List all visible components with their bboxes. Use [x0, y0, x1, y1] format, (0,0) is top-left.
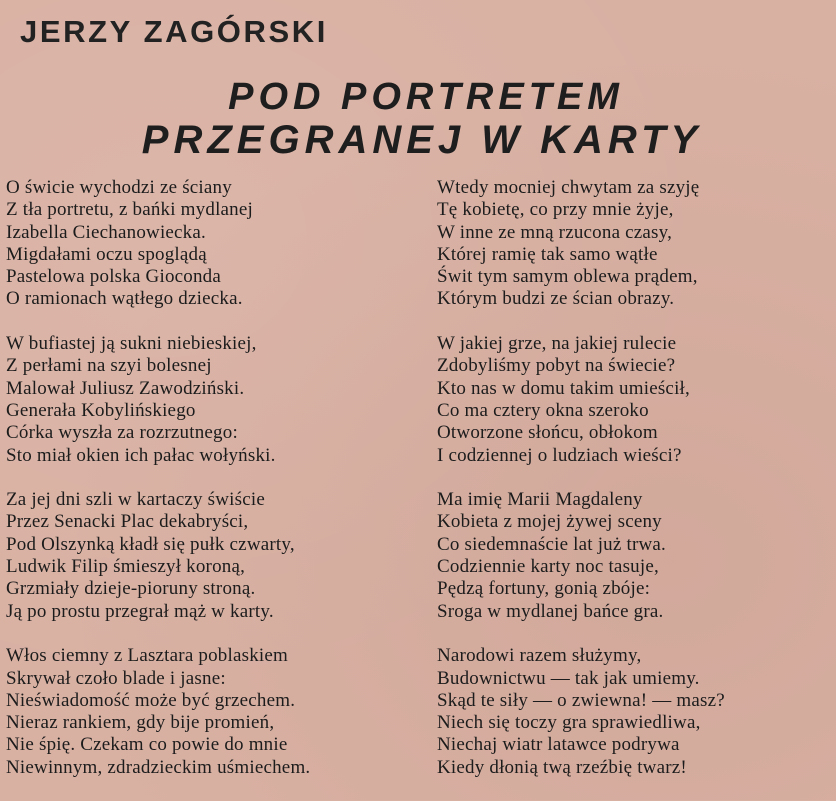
verse-line: Nie śpię. Czekam co powie do mnie — [6, 734, 288, 756]
verse-line: Wtedy mocniej chwytam za szyję — [437, 177, 700, 198]
verse-line: Sto miał okien ich pałac wołyński. — [6, 444, 276, 466]
verse-line: Świt tym samym oblewa prądem, — [437, 266, 698, 288]
stanza — [6, 645, 416, 779]
verse-line: Narodowi razem służymy, — [437, 645, 642, 667]
poem-title-line-2: PRZEGRANEJ W KARTY — [141, 118, 703, 162]
verse-line: W jakiej grze, na jakiej rulecie — [437, 333, 677, 355]
verse-line: Kto nas w domu takim umieścił, — [437, 377, 690, 399]
verse-line: O świcie wychodzi ze ściany — [6, 177, 232, 198]
verse-line: Generała Kobylińskiego — [6, 399, 196, 421]
stanza — [6, 177, 416, 311]
verse-line: Niewinnym, zdradzieckim uśmiechem. — [6, 756, 311, 778]
verse-line: Co siedemnaście lat już trwa. — [437, 533, 666, 555]
poem-column-left — [6, 177, 416, 801]
author-name: JERZY ZAGÓRSKI — [20, 14, 328, 49]
verse-line: W bufiastej ją sukni niebieskiej, — [6, 333, 257, 355]
verse-line: Pastelowa polska Gioconda — [6, 266, 222, 288]
verse-line: Z perłami na szyi bolesnej — [6, 355, 212, 377]
verse-line: Malował Juliusz Zawodziński. — [6, 377, 245, 399]
stanza — [6, 489, 416, 623]
verse-line: W inne ze mną rzucona czasy, — [437, 221, 673, 243]
poem-title-line-1: POD PORTRETEM — [228, 76, 624, 118]
verse-line: Budownictwu — tak jak umiemy. — [437, 667, 700, 689]
verse-line: Córka wyszła za rozrzutnego: — [6, 422, 238, 444]
verse-line: Izabella Ciechanowiecka. — [6, 221, 206, 243]
verse-line: Którym budzi ze ścian obrazy. — [437, 288, 675, 310]
verse-line: Codziennie karty noc tasuje, — [437, 556, 659, 578]
stanza — [437, 645, 832, 779]
verse-line: Co ma cztery okna szeroko — [437, 399, 649, 421]
verse-line: Ją po prostu przegrał mąż w karty. — [6, 600, 274, 622]
verse-line: Migdałami oczu spoglądą — [6, 243, 207, 265]
verse-line: Otworzone słońcu, obłokom — [437, 422, 658, 444]
verse-line: Sroga w mydlanej bańce gra. — [437, 600, 664, 622]
verse-line: Włos ciemny z Lasztara poblaskiem — [6, 645, 288, 667]
verse-line: Skąd te siły — o zwiewna! — masz? — [437, 689, 725, 711]
verse-line: Nieświadomość może być grzechem. — [6, 689, 296, 711]
verse-line: Niech się toczy gra sprawiedliwa, — [437, 712, 701, 734]
verse-line: Nieraz rankiem, gdy bije promień, — [6, 712, 275, 734]
verse-line: Tę kobietę, co przy mnie żyje, — [437, 199, 674, 221]
stanza — [437, 333, 832, 467]
verse-line: Pędzą fortuny, gonią zbóje: — [437, 578, 651, 600]
verse-line: Skrywał czoło blade i jasne: — [6, 667, 226, 689]
verse-line: O ramionach wątłego dziecka. — [6, 288, 243, 310]
stanza — [6, 333, 416, 467]
verse-line: Niechaj wiatr latawce podrywa — [437, 734, 680, 756]
verse-line: I codziennej o ludziach wieści? — [437, 444, 682, 466]
poem-column-right — [437, 177, 832, 801]
verse-line: Ludwik Filip śmieszył koroną, — [6, 556, 246, 578]
verse-line: Za jej dni szli w kartaczy świście — [6, 489, 265, 511]
verse-line: Zdobyliśmy pobyt na świecie? — [437, 355, 676, 377]
verse-line: Kobieta z mojej żywej sceny — [437, 511, 662, 533]
stanza — [437, 489, 832, 623]
stanza — [437, 177, 832, 311]
verse-line: Pod Olszynką kładł się pułk czwarty, — [6, 533, 295, 555]
verse-line: Przez Senacki Plac dekabryści, — [6, 511, 249, 533]
verse-line: Z tła portretu, z bańki mydlanej — [6, 199, 253, 221]
verse-line: Ma imię Marii Magdaleny — [437, 489, 643, 511]
verse-line: Kiedy dłonią twą rzeźbię twarz! — [437, 756, 687, 778]
verse-line: Grzmiały dzieje-pioruny stroną. — [6, 578, 256, 600]
verse-line: Której ramię tak samo wątłe — [437, 243, 658, 265]
